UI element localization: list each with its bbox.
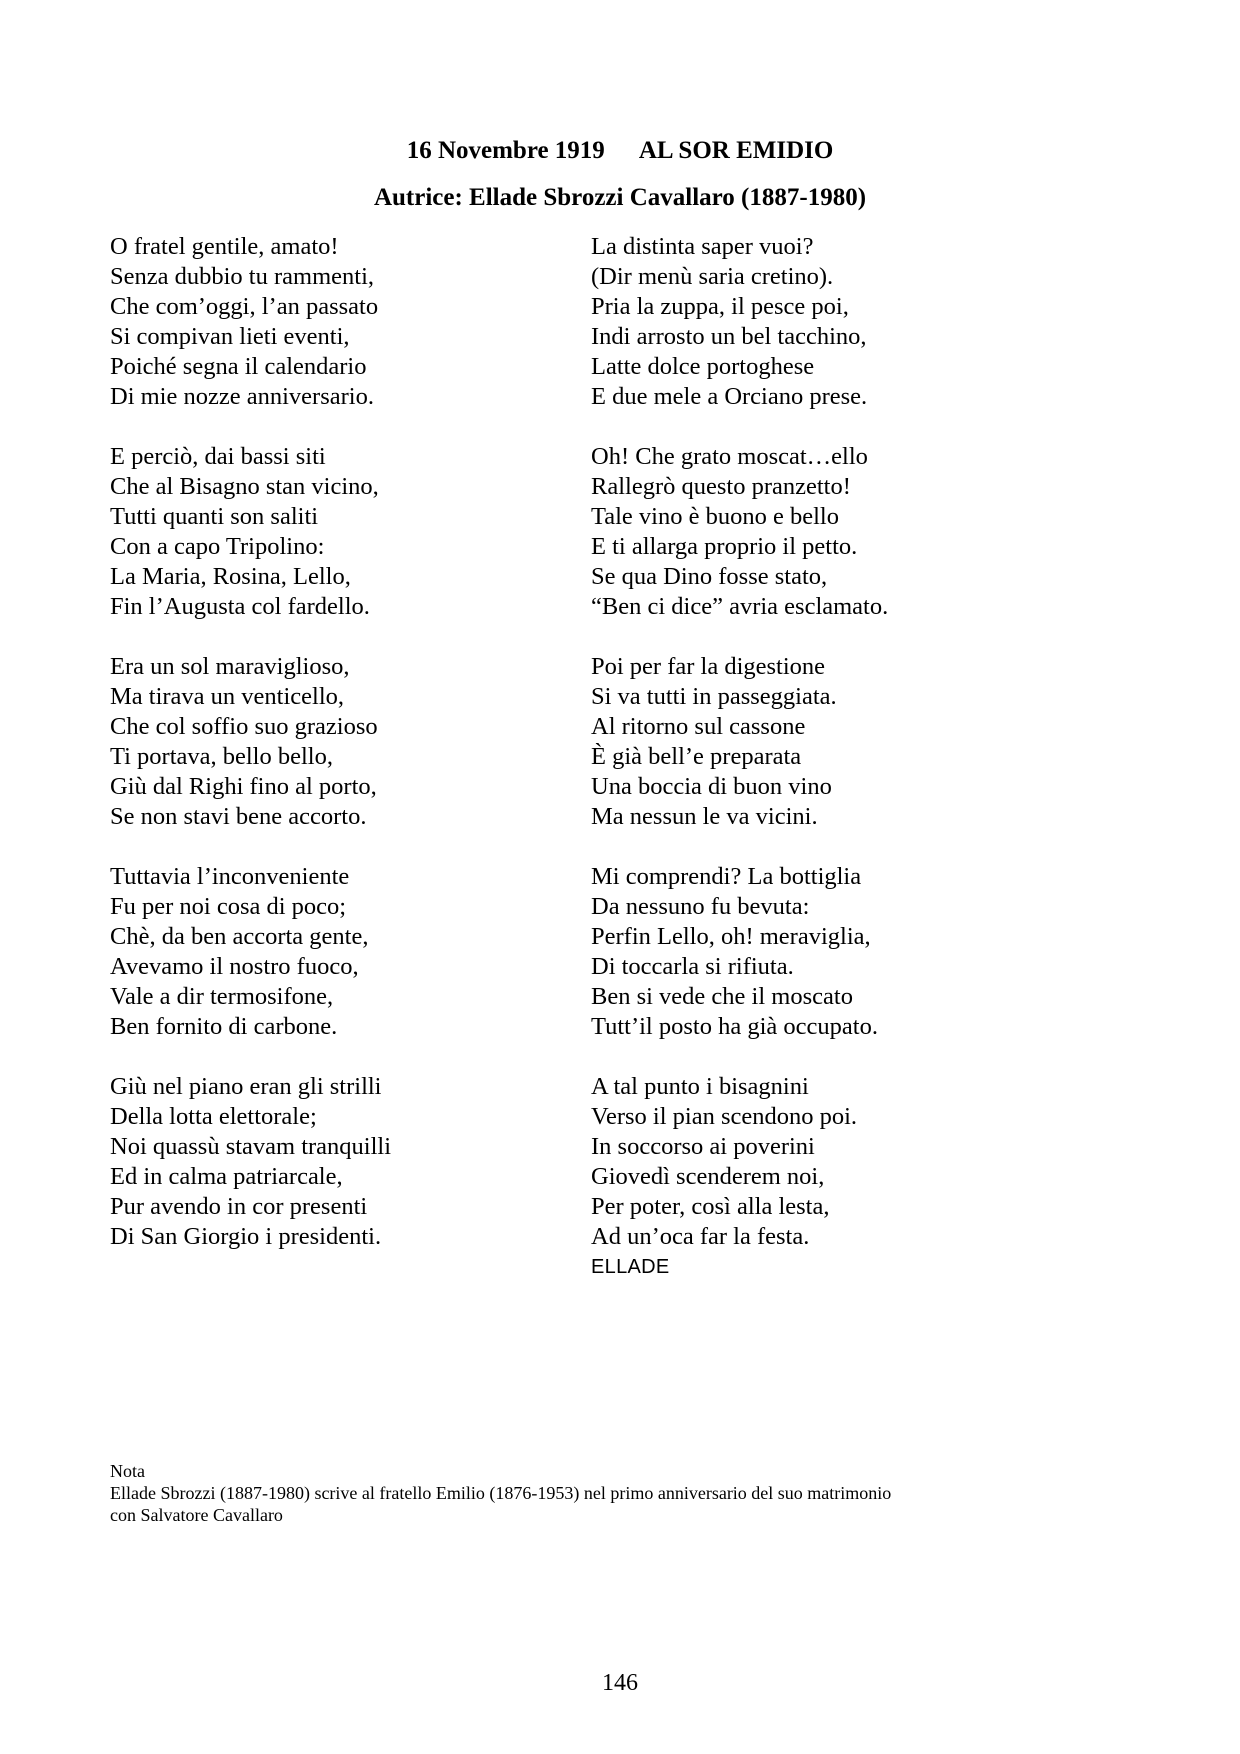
verse-line: Di toccarla si rifiuta.	[591, 953, 794, 980]
verse-line: Si va tutti in passeggiata.	[591, 683, 837, 710]
verse-line: Noi quassù stavam tranquilli	[110, 1133, 392, 1160]
verse-line: Tutt’il posto ha già occupato.	[591, 1013, 878, 1040]
poem-author: Autrice: Ellade Sbrozzi Cavallaro (1887-1980)	[373, 184, 867, 211]
verse-line: Fin l’Augusta col fardello.	[110, 593, 370, 620]
poem-title-line	[0, 135, 1240, 167]
verse-line: È già bell’e preparata	[591, 743, 802, 770]
verse-line: E due mele a Orciano prese.	[591, 383, 868, 410]
verse-line: Chè, da ben accorta gente,	[110, 923, 369, 950]
footnote	[110, 1460, 1140, 1526]
verse-line: Tutti quanti son saliti	[110, 503, 319, 530]
verse-line: Una boccia di buon vino	[591, 773, 832, 800]
poem-left-column	[110, 232, 391, 1282]
verse-line: Al ritorno sul cassone	[591, 713, 806, 740]
verse-line: Pur avendo in cor presenti	[110, 1193, 368, 1220]
verse-line: E perciò, dai bassi siti	[110, 443, 326, 470]
verse-line: Verso il pian scendono poi.	[591, 1103, 858, 1130]
verse-line: Ben fornito di carbone.	[110, 1013, 338, 1040]
footnote-text-line: Ellade Sbrozzi (1887-1980) scrive al fratello Emilio (1876-1953) nel primo anniversario del suo matrimonio	[110, 1483, 892, 1503]
verse-line: Pria la zuppa, il pesce poi,	[591, 293, 849, 320]
stanza	[110, 442, 391, 622]
verse-line: Che com’oggi, l’an passato	[110, 293, 379, 320]
verse-line: O fratel gentile, amato!	[110, 233, 339, 260]
verse-line: Giovedì scenderem noi,	[591, 1163, 825, 1190]
stanza	[110, 232, 391, 412]
stanza	[110, 1072, 391, 1252]
verse-line: Perfin Lello, oh! meraviglia,	[591, 923, 871, 950]
verse-line: Ma tirava un venticello,	[110, 683, 345, 710]
verse-line: Ma nessun le va vicini.	[591, 803, 818, 830]
verse-line: Poiché segna il calendario	[110, 353, 367, 380]
verse-line: Se qua Dino fosse stato,	[591, 563, 828, 590]
verse-line: Che col soffio suo grazioso	[110, 713, 378, 740]
poem-date: 16 Novembre 1919	[406, 137, 605, 164]
verse-line: In soccorso ai poverini	[591, 1133, 815, 1160]
verse-line: Ad un’oca far la festa.	[591, 1223, 810, 1250]
page-number: 146	[602, 1670, 638, 1696]
verse-line: Che al Bisagno stan vicino,	[110, 473, 379, 500]
verse-line: Mi comprendi? La bottiglia	[591, 863, 862, 890]
stanza	[591, 442, 888, 622]
verse-line: Rallegrò questo pranzetto!	[591, 473, 851, 500]
verse-line: Di San Giorgio i presidenti.	[110, 1223, 382, 1250]
stanza	[591, 652, 888, 832]
verse-line: Tale vino è buono e bello	[591, 503, 839, 530]
verse-line: La Maria, Rosina, Lello,	[110, 563, 351, 590]
verse-line: E ti allarga proprio il petto.	[591, 533, 858, 560]
verse-line: Della lotta elettorale;	[110, 1103, 317, 1130]
stanza	[110, 652, 391, 832]
stanza	[591, 862, 888, 1042]
verse-line: Se non stavi bene accorto.	[110, 803, 367, 830]
verse-line: Avevamo il nostro fuoco,	[110, 953, 359, 980]
verse-line: Giù nel piano eran gli strilli	[110, 1073, 382, 1100]
poem-right-column	[591, 232, 888, 1280]
poem-title: AL SOR EMIDIO	[638, 137, 834, 164]
verse-line: La distinta saper vuoi?	[591, 233, 814, 260]
verse-line: Senza dubbio tu rammenti,	[110, 263, 374, 290]
verse-line: Si compivan lieti eventi,	[110, 323, 350, 350]
verse-line: “Ben ci dice” avria esclamato.	[591, 593, 889, 620]
verse-line: Latte dolce portoghese	[591, 353, 815, 380]
footnote-heading: Nota	[110, 1461, 145, 1481]
verse-line: Giù dal Righi fino al porto,	[110, 773, 377, 800]
verse-line: Ed in calma patriarcale,	[110, 1163, 343, 1190]
verse-line: Ti portava, bello bello,	[110, 743, 333, 770]
signature: ELLADE	[591, 1256, 670, 1278]
verse-line: Oh! Che grato moscat…ello	[591, 443, 868, 470]
verse-line: Vale a dir termosifone,	[110, 983, 334, 1010]
verse-line: A tal punto i bisagnini	[591, 1073, 809, 1100]
verse-line: Tuttavia l’inconveniente	[110, 863, 350, 890]
verse-line: Con a capo Tripolino:	[110, 533, 325, 560]
verse-line: Di mie nozze anniversario.	[110, 383, 374, 410]
verse-line: Fu per noi cosa di poco;	[110, 893, 347, 920]
verse-line: Per poter, così alla lesta,	[591, 1193, 830, 1220]
verse-line: Ben si vede che il moscato	[591, 983, 853, 1010]
verse-line: Poi per far la digestione	[591, 653, 826, 680]
verse-line: Da nessuno fu bevuta:	[591, 893, 810, 920]
verse-line: (Dir menù saria cretino).	[591, 263, 834, 290]
stanza	[110, 862, 391, 1042]
stanza	[591, 232, 888, 412]
verse-line: Indi arrosto un bel tacchino,	[591, 323, 867, 350]
stanza	[591, 1072, 888, 1252]
footnote-text-line: con Salvatore Cavallaro	[110, 1505, 283, 1525]
verse-line: Era un sol maraviglioso,	[110, 653, 350, 680]
